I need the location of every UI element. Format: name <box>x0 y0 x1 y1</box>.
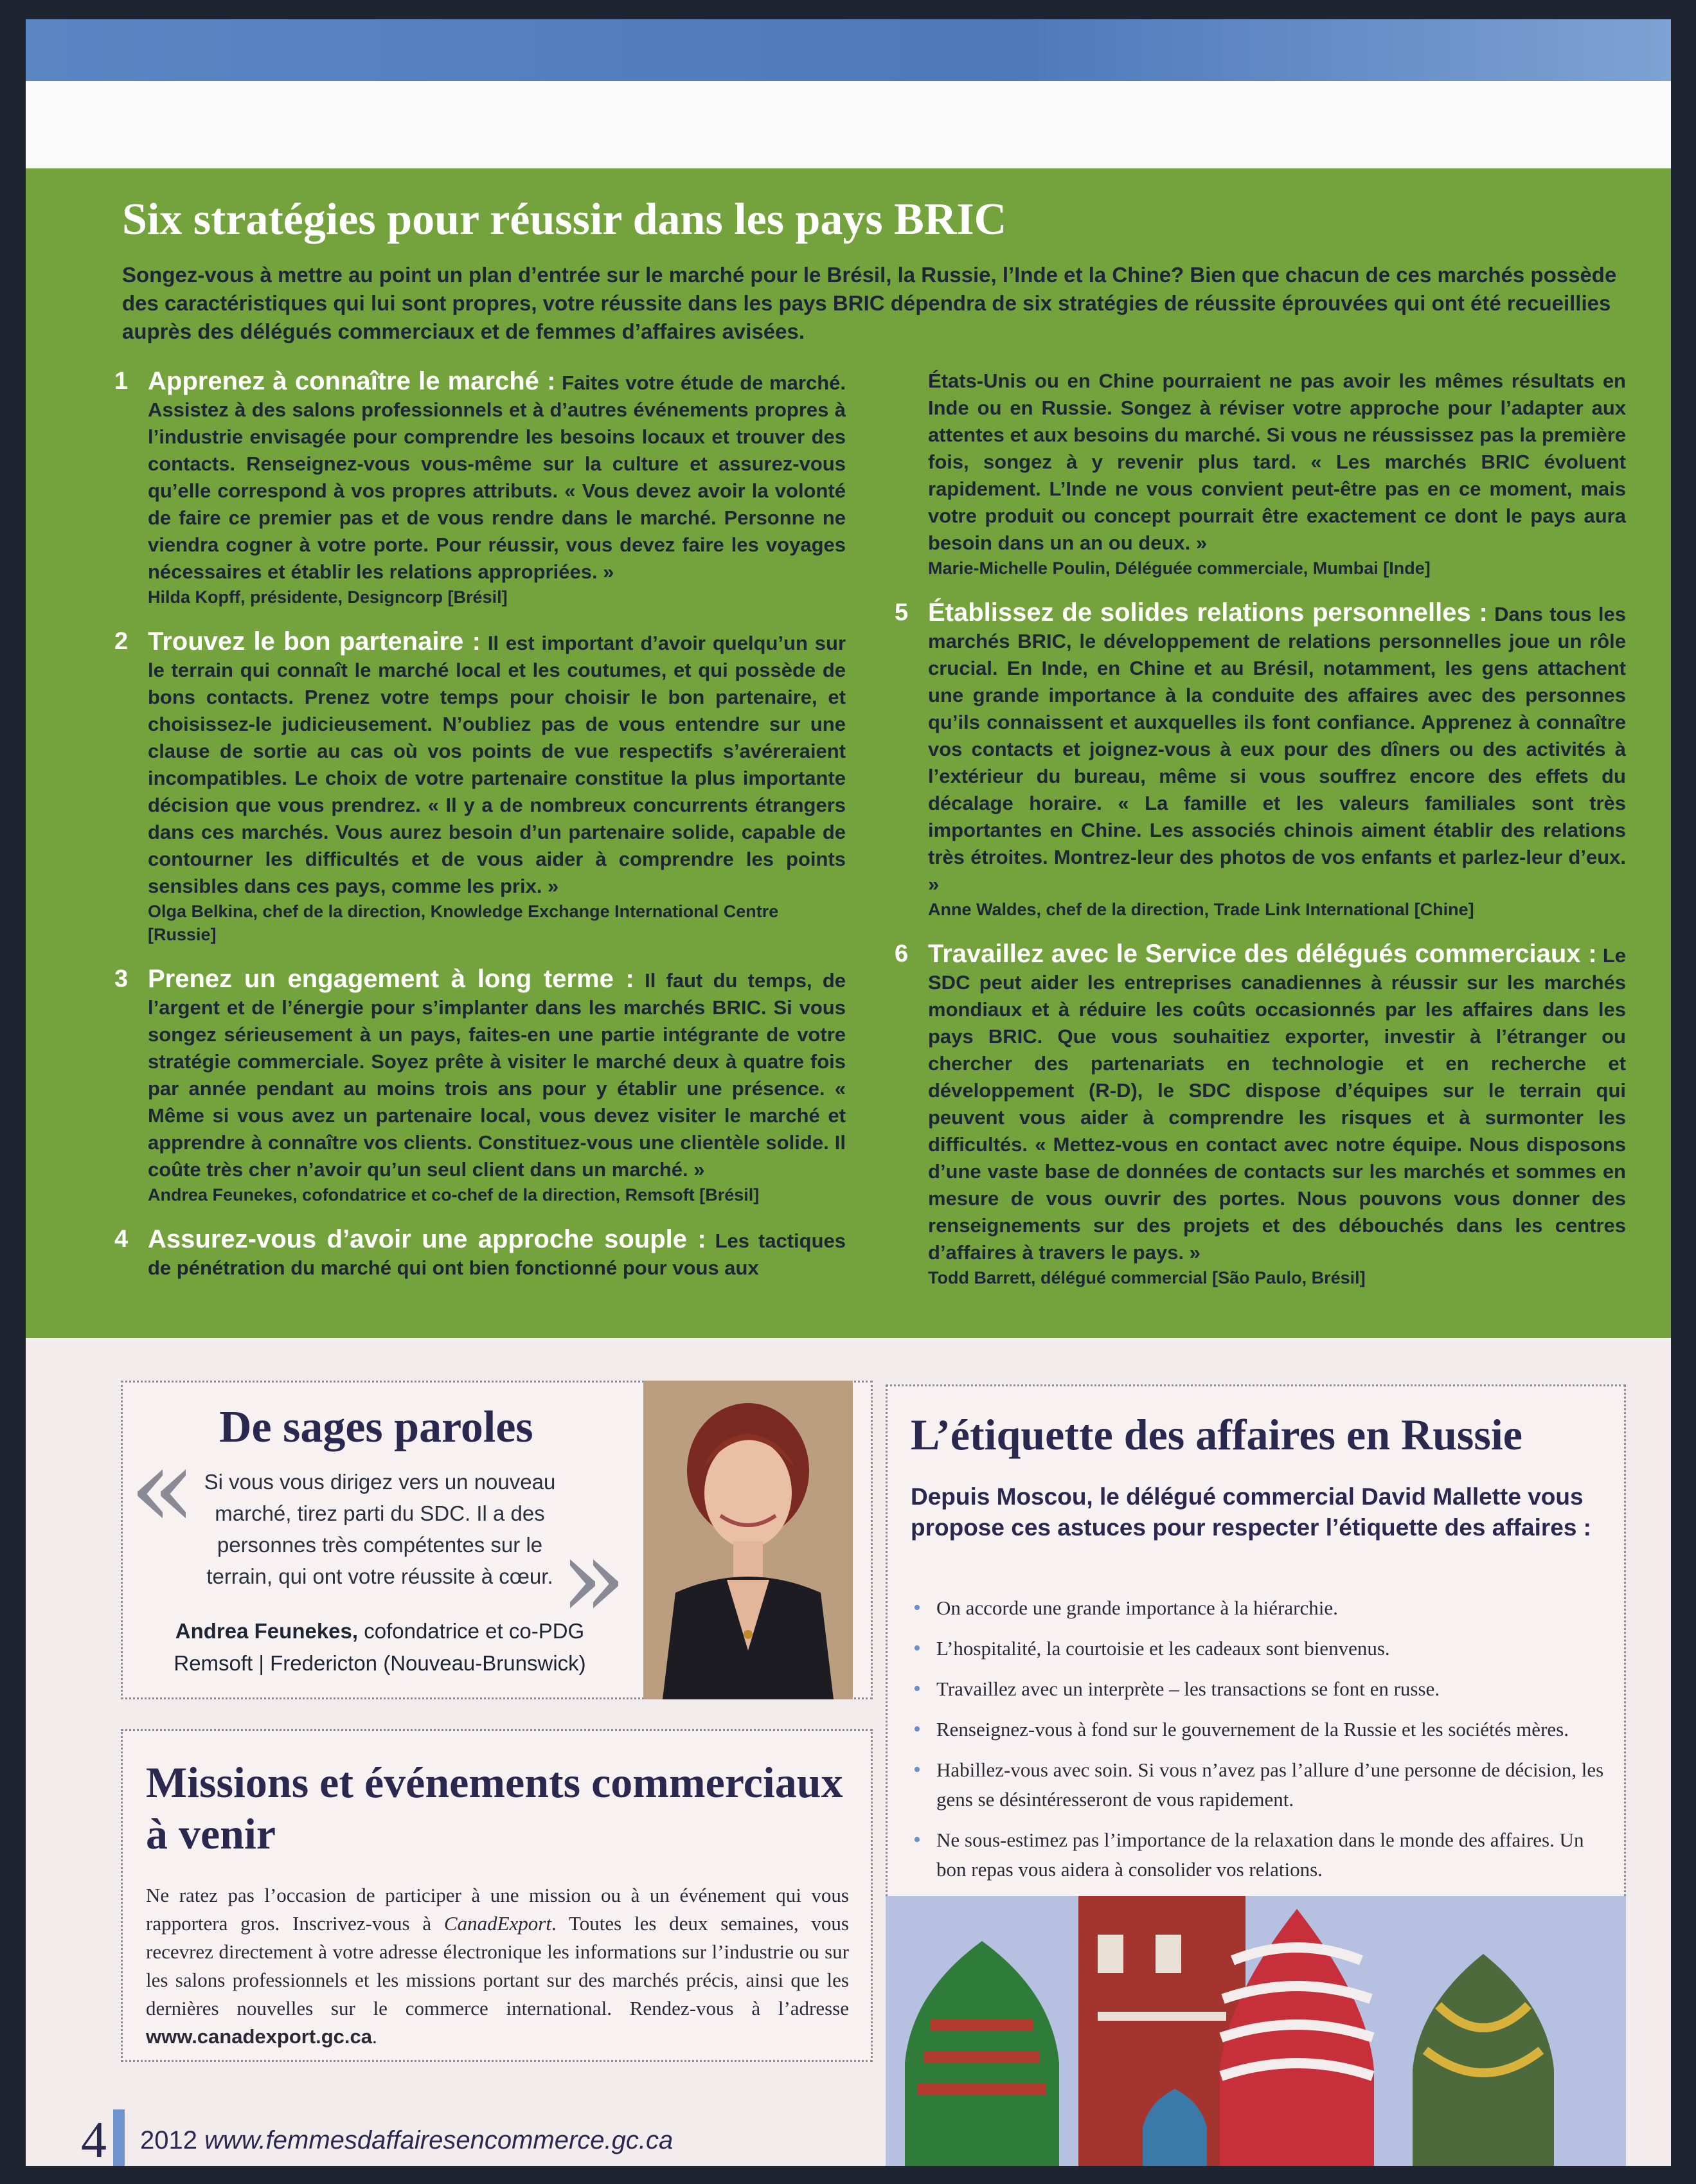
portrait-illustration <box>643 1381 853 1699</box>
list-item: • On accorde une grande importance à la hiérarchie. <box>911 1593 1605 1623</box>
strategy-heading: Assurez-vous d’avoir une approche souple : <box>148 1225 706 1253</box>
author-portrait <box>643 1381 853 1699</box>
strategy-attribution: Hilda Kopff, présidente, Designcorp [Brésil] <box>148 587 508 607</box>
strategy-text: Faites votre étude de marché. Assistez à des salons professionnels et à d’autres événements propres à l’industrie envisagée pour comprendre les besoins locaux et trouver des contacts. Renseignez-vous vous-même sur la culture et assurez-vous qu’elle correspond à vos propres attributs. « Vous devez avoir la volonté de faire ce premier pas et de vous rendre dans le marché. Personne ne viendra cogner à votre porte. Pour réussir, vous devez faire les voyages nécessaires et établir les relations appropriées. » <box>148 371 846 583</box>
strategy-5 <box>895 598 1626 921</box>
wise-words-box <box>121 1381 873 1699</box>
strategy-4-continued <box>902 368 1626 580</box>
missions-title: Missions et événements commerciaux à venir <box>146 1758 843 1858</box>
list-item: • L’hospitalité, la courtoisie et les cadeaux sont bienvenus. <box>911 1634 1605 1663</box>
close-quote-icon: » <box>560 1515 627 1642</box>
page <box>26 19 1671 2166</box>
strategy-attribution: Olga Belkina, chef de la direction, Knowledge Exchange International Centre [Russie] <box>148 902 779 944</box>
onion-domes-illustration <box>886 1896 1626 2166</box>
strategy-2 <box>114 627 846 946</box>
strategy-heading: Apprenez à connaître le marché : <box>148 367 556 395</box>
strategy-number: 4 <box>114 1226 129 1253</box>
wise-words-title: De sages paroles <box>219 1402 533 1452</box>
wise-quote-author <box>136 1615 624 1679</box>
strategy-text: Il faut du temps, de l’argent et de l’énergie pour s’implanter dans les marchés BRIC. Si vous songez sérieusement à un pays, faites-en une partie intégrante de votre stratégie commerciale. Soyez prête à visiter le marché deux à quatre fois par année pendant au moins trois ans pour y établir une présence. « Même si vous avez un partenaire local, vous devez visiter le marché et apprendre à connaître vos clients. Constituez-vous une clientèle solide. Il coûte très cher n’avoir qu’un seul client dans un marché. » <box>148 969 846 1181</box>
strategy-attribution: Marie-Michelle Poulin, Déléguée commerciale, Mumbai [Inde] <box>928 559 1431 578</box>
strategy-heading: Prenez un engagement à long terme : <box>148 965 634 993</box>
strategy-number: 6 <box>895 940 909 967</box>
strategy-heading: Établissez de solides relations personnelles : <box>928 598 1488 627</box>
author-company: Remsoft | Fredericton (Nouveau-Brunswick) <box>174 1651 586 1675</box>
strategy-attribution: Andrea Feunekes, cofondatrice et co-chef de la direction, Remsoft [Brésil] <box>148 1185 760 1204</box>
footer-text <box>140 2126 673 2155</box>
etiquette-tips-list <box>911 1593 1605 1895</box>
list-item: • Habillez-vous avec soin. Si vous n’avez pas l’allure d’une personne de décision, les gens se désintéresseront de vous rapidement. <box>911 1755 1605 1814</box>
list-item: • Ne sous-estimez pas l’importance de la relaxation dans le monde des affaires. Un bon repas vous aidera à consolider vos relations. <box>911 1825 1605 1884</box>
missions-box <box>121 1729 873 2062</box>
strategy-4 <box>114 1225 846 1282</box>
missions-text <box>146 1881 849 2051</box>
top-blue-band <box>26 19 1671 81</box>
list-item: • Renseignez-vous à fond sur le gouvernement de la Russie et les sociétés mères. <box>911 1715 1605 1744</box>
missions-text-part: Ne ratez pas l’occasion de participer à une mission ou à un événement qui vous rapportera gros. Inscrivez-vous à <box>146 1884 849 1935</box>
strategy-number: 2 <box>114 628 129 655</box>
strategies-right-column <box>895 368 1626 1309</box>
bric-strategies-panel <box>26 168 1671 1338</box>
strategy-number: 1 <box>114 368 129 395</box>
strategy-number: 5 <box>895 599 909 626</box>
strategy-3 <box>114 965 846 1206</box>
wise-quote-text: Si vous vous dirigez vers un nouveau marché, tirez parti du SDC. Il a des personnes très compétentes sur le terrain, qui ont votre réussite à cœur. <box>204 1470 556 1588</box>
page-number: 4 <box>81 2111 107 2166</box>
main-title: Six stratégies pour réussir dans les pays BRIC <box>122 195 1007 244</box>
strategies-left-column <box>114 367 846 1309</box>
author-name: Andrea Feunekes, <box>175 1619 359 1643</box>
strategy-text: Le SDC peut aider les entreprises canadiennes à réussir sur les marchés mondiaux et à réduire les coûts occasionnés par les affaires dans les pays BRIC. Que vous souhaitiez exporter, investir à l’étranger ou chercher des partenariats en technologie et en recherche et développement (R-D), le SDC dispose d’équipes sur le terrain qui peuvent vous aider à comprendre les risques et à surmonter les difficultés. « Mettez-vous en contact avec notre équipe. Nous disposons d’une vaste base de données de contacts sur les marchés et sommes en mesure de vous ouvrir des portes. Nous pouvons vous donner des renseignements sur des projets et des débouchés dans les centres d’affaires à travers le pays. » <box>928 944 1626 1264</box>
strategy-text: États-Unis ou en Chine pourraient ne pas avoir les mêmes résultats en Inde ou en Russie. Songez à réviser votre approche pour l’adapter aux attentes et aux besoins du marché. Si vous ne réussissez pas la première fois, songez à y revenir plus tard. « Les marchés BRIC évoluent rapidement. L’Inde ne vous convient peut-être pas en ce moment, mais votre produit ou concept pourrait être exactement ce dont le pays aura besoin dans un an ou deux. » <box>928 370 1626 554</box>
st-basil-cathedral-photo <box>886 1896 1626 2166</box>
strategy-1 <box>114 367 846 609</box>
missions-text-part: . Toutes les deux semaines, vous recevrez directement à votre adresse électronique les informations sur l’industrie ou sur les salons professionnels et les missions portant sur des marchés précis, ainsi que les dernières nouvelles sur le commerce international. Rendez-vous à l’adresse <box>146 1912 849 2019</box>
russia-title: L’étiquette des affaires en Russie <box>911 1410 1522 1459</box>
russia-subtitle: Depuis Moscou, le délégué commercial David Mallette vous propose ces astuces pour respecter l’étiquette des affaires : <box>911 1483 1591 1541</box>
page-footer <box>81 2111 674 2166</box>
footer-year: 2012 <box>140 2126 205 2154</box>
strategy-heading: Travaillez avec le Service des délégués commerciaux : <box>928 940 1597 968</box>
open-quote-icon: « <box>129 1425 197 1552</box>
strategy-text: Dans tous les marchés BRIC, le développement de relations personnelles joue un rôle crucial. En Inde, en Chine et au Brésil, notamment, les gens attachent une grande importance à la conduite des affaires avec des personnes qu’ils connaissent et auxquelles ils font confiance. Apprenez à connaître vos contacts et joignez-vous à eux pour des dîners ou des activités à l’extérieur du bureau, même si vous souffrez encore des effets du décalage horaire. « La famille et les valeurs familiales sont très importantes en Chine. Les associés chinois aiment établir des relations très étroites. Montrez-leur des photos de vos enfants et parlez-leur d’eux. » <box>928 603 1626 895</box>
canadexport-name: CanadExport <box>443 1912 551 1935</box>
strategy-number: 3 <box>114 965 129 992</box>
strategy-text: Il est important d’avoir quelqu’un sur le terrain qui connaît le marché local et les coutumes, et qui possède de bons contacts. Prenez votre temps pour choisir le bon partenaire, et choisissez-le judicieusement. N’oubliez pas de vous entendre sur une clause de sortie au cas où vos points de vue respectifs s’avéreraient incompatibles. Le choix de votre partenaire constitue la plus importante décision que vous prendrez. « Il y a de nombreux concurrents étrangers dans ces marchés. Vous aurez besoin d’un partenaire solide, capable de contourner les difficultés et de vous aider à comprendre les points sensibles dans ces pays, comme les prix. » <box>148 632 846 897</box>
canadexport-link[interactable]: www.canadexport.gc.ca <box>146 2025 373 2048</box>
strategy-attribution: Anne Waldes, chef de la direction, Trade Link International [Chine] <box>928 900 1474 919</box>
strategy-text: Les tactiques de pénétration du marché qui ont bien fonctionné pour vous aux <box>148 1230 846 1279</box>
missions-text-end: . <box>372 2025 377 2048</box>
strategy-heading: Trouvez le bon partenaire : <box>148 627 481 656</box>
author-role: cofondatrice et co-PDG <box>358 1619 585 1643</box>
strategy-6 <box>895 940 1626 1289</box>
top-white-band <box>26 81 1671 168</box>
list-item: • Travaillez avec un interprète – les transactions se font en russe. <box>911 1674 1605 1704</box>
strategy-attribution: Todd Barrett, délégué commercial [São Paulo, Brésil] <box>928 1268 1366 1287</box>
footer-divider <box>113 2109 125 2166</box>
intro-paragraph: Songez-vous à mettre au point un plan d’entrée sur le marché pour le Brésil, la Russie, l’Inde et la Chine? Bien que chacun de ces marchés possède des caractéristiques qui lui sont propres, votre réussite dans les pays BRIC dépendra de six stratégies de réussite éprouvées qui ont été recueillies auprès des délégués commerciaux et de femmes d’affaires avisées. <box>122 263 1617 343</box>
footer-url[interactable]: www.femmesdaffairesencommerce.gc.ca <box>204 2126 674 2154</box>
